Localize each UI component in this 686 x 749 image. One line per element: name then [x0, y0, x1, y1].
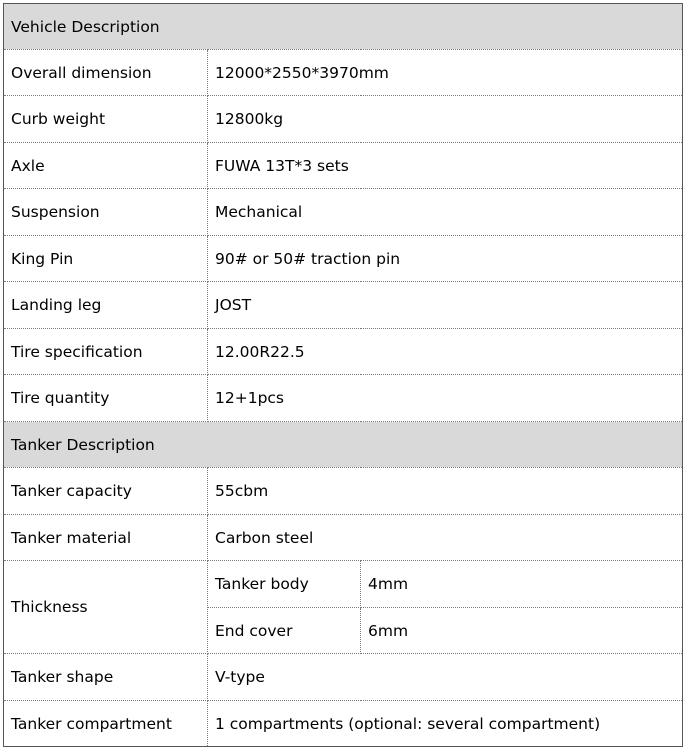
section-header-row — [4, 422, 683, 468]
table-row — [4, 561, 683, 608]
table-row — [4, 189, 683, 236]
thickness-label: Thickness — [4, 561, 208, 654]
row-value: 12000*2550*3970mm — [208, 50, 683, 96]
thickness-part-value: 4mm — [361, 561, 683, 608]
table-row — [4, 96, 683, 143]
table-row — [4, 329, 683, 375]
row-label: Tire quantity — [4, 375, 208, 422]
thickness-part-value: 6mm — [361, 608, 683, 654]
table-row — [4, 468, 683, 515]
row-value: 12.00R22.5 — [208, 329, 683, 375]
thickness-part-name: End cover — [208, 608, 361, 654]
thickness-part-name: Tanker body — [208, 561, 361, 608]
row-label: Tanker capacity — [4, 468, 208, 515]
row-label: Landing leg — [4, 282, 208, 329]
row-label: Suspension — [4, 189, 208, 236]
row-value: 1 compartments (optional: several compartment) — [208, 701, 683, 747]
row-value: 55cbm — [208, 468, 683, 515]
row-value: V-type — [208, 654, 683, 701]
table-row — [4, 654, 683, 701]
row-label: King Pin — [4, 236, 208, 282]
row-value: FUWA 13T*3 sets — [208, 143, 683, 189]
row-value: Carbon steel — [208, 515, 683, 561]
row-value: 12800kg — [208, 96, 683, 143]
row-value: JOST — [208, 282, 683, 329]
row-value: 12+1pcs — [208, 375, 683, 422]
table-row — [4, 701, 683, 747]
row-label: Tanker compartment — [4, 701, 208, 747]
section-header-row — [4, 4, 683, 50]
table-row — [4, 236, 683, 282]
row-label: Overall dimension — [4, 50, 208, 96]
table-row — [4, 143, 683, 189]
spec-table — [3, 3, 683, 747]
row-label: Tanker shape — [4, 654, 208, 701]
table-row — [4, 515, 683, 561]
section-title-tanker: Tanker Description — [4, 422, 683, 468]
row-label: Tanker material — [4, 515, 208, 561]
row-value: Mechanical — [208, 189, 683, 236]
table-row — [4, 375, 683, 422]
row-label: Curb weight — [4, 96, 208, 143]
row-label: Tire specification — [4, 329, 208, 375]
table-row — [4, 50, 683, 96]
row-value: 90# or 50# traction pin — [208, 236, 683, 282]
row-label: Axle — [4, 143, 208, 189]
table-row — [4, 282, 683, 329]
section-title-vehicle: Vehicle Description — [4, 4, 683, 50]
